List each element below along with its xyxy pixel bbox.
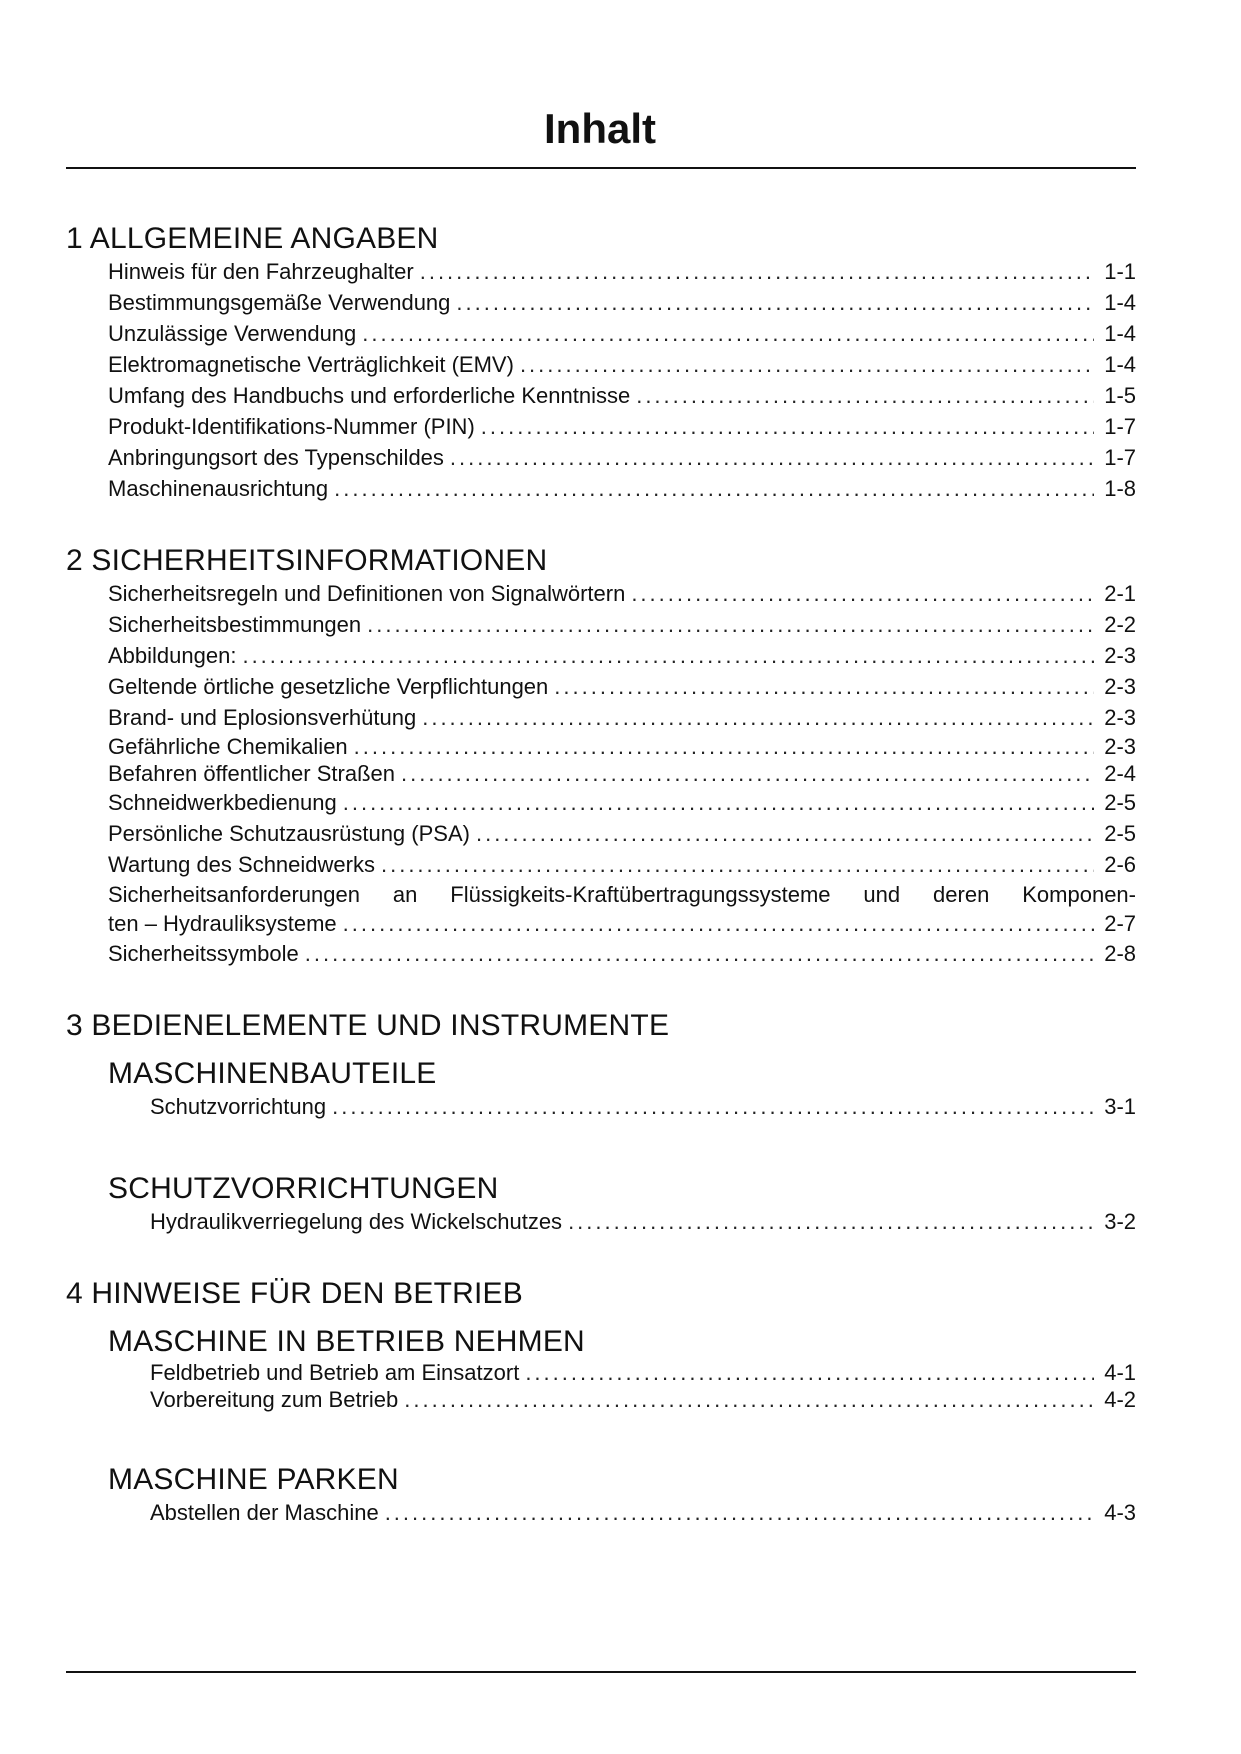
header-rule: [66, 167, 1136, 169]
entry-page: 1-7: [1104, 445, 1136, 470]
toc-entry[interactable]: [108, 318, 1136, 349]
toc-section-2: [66, 544, 1136, 969]
toc-entry[interactable]: [108, 349, 1136, 380]
dot-leader: [362, 318, 1094, 349]
entry-label: Abstellen der Maschine: [150, 1500, 379, 1525]
entry-page: 4-2: [1104, 1387, 1136, 1412]
entry-label: Maschinenausrichtung: [108, 476, 329, 501]
dot-leader: [420, 256, 1094, 287]
toc-section-4: [66, 1277, 1136, 1528]
toc-subsection: [66, 1172, 1136, 1237]
entry-label: Gefährliche Chemikalien: [108, 734, 348, 759]
entry-page: 2-3: [1104, 705, 1136, 730]
dot-leader: [456, 287, 1094, 318]
entry-page: 1-1: [1104, 259, 1136, 284]
dot-leader: [554, 671, 1094, 702]
dot-leader: [568, 1206, 1094, 1237]
entry-page: 2-3: [1104, 734, 1136, 759]
entry-label: Feldbetrieb und Betrieb am Einsatzort: [150, 1360, 520, 1385]
entry-label-line-1: Sicherheitsanforderungen an Flüssigkeits-Kraftübertragungssysteme und deren Komponen-: [108, 882, 1136, 907]
toc-entry[interactable]: [108, 609, 1136, 640]
toc-entry[interactable]: [150, 1359, 1136, 1386]
entry-label: Elektromagnetische Verträglichkeit (EMV): [108, 352, 514, 377]
toc-entry[interactable]: [108, 880, 1136, 938]
dot-leader: [381, 849, 1094, 880]
toc-entry[interactable]: [150, 1206, 1136, 1237]
dot-leader: [636, 380, 1094, 411]
toc-entry[interactable]: [150, 1091, 1136, 1122]
section-title: 3 BEDIENELEMENTE UND INSTRUMENTE: [66, 1009, 670, 1042]
toc-entry[interactable]: [108, 787, 1136, 818]
dot-leader: [343, 787, 1094, 818]
entry-page: 2-4: [1104, 761, 1136, 786]
entry-label: Anbringungsort des Typenschildes: [108, 445, 444, 470]
entry-label: Unzulässige Verwendung: [108, 321, 357, 346]
toc-entry[interactable]: [108, 473, 1136, 504]
page-title: Inhalt: [544, 105, 656, 152]
dot-leader: [332, 1091, 1094, 1122]
dot-leader: [450, 442, 1094, 473]
dot-leader: [367, 609, 1094, 640]
section-title: 1 ALLGEMEINE ANGABEN: [66, 222, 439, 255]
section-title: 4 HINWEISE FÜR DEN BETRIEB: [66, 1277, 523, 1310]
dot-leader: [476, 818, 1094, 849]
entry-page: 1-5: [1104, 383, 1136, 408]
toc-subsection: [66, 1463, 1136, 1528]
entry-label: Befahren öffentlicher Straßen: [108, 761, 395, 786]
toc-entry[interactable]: [108, 702, 1136, 733]
entry-page: 3-2: [1104, 1209, 1136, 1234]
dot-leader: [422, 702, 1094, 733]
dot-leader: [525, 1359, 1094, 1386]
entry-page: 2-1: [1104, 581, 1136, 606]
toc-entry[interactable]: [108, 442, 1136, 473]
entry-page: 1-8: [1104, 476, 1136, 501]
toc-entry[interactable]: [108, 733, 1136, 760]
entry-label: Sicherheitsregeln und Definitionen von Signalwörtern: [108, 581, 626, 606]
entry-label: Wartung des Schneidwerks: [108, 852, 375, 877]
entry-label: Schneidwerkbedienung: [108, 790, 337, 815]
entry-label: Bestimmungsgemäße Verwendung: [108, 290, 451, 315]
entry-page: 2-3: [1104, 674, 1136, 699]
entry-label: Geltende örtliche gesetzliche Verpflichtungen: [108, 674, 549, 699]
dot-leader: [401, 760, 1094, 787]
table-of-contents: [66, 222, 1136, 1568]
entry-page: 1-7: [1104, 414, 1136, 439]
entry-page: 2-5: [1104, 821, 1136, 846]
entry-page: 1-4: [1104, 290, 1136, 315]
entry-label-line-2: ten – Hydrauliksysteme: [108, 911, 337, 936]
dot-leader: [404, 1386, 1094, 1413]
toc-entry[interactable]: [108, 256, 1136, 287]
entry-page: 1-4: [1104, 352, 1136, 377]
toc-entry[interactable]: [108, 411, 1136, 442]
toc-section-3: [66, 1009, 1136, 1237]
subsection-title: SCHUTZVORRICHTUNGEN: [108, 1172, 499, 1205]
toc-entry[interactable]: [108, 287, 1136, 318]
dot-leader: [631, 578, 1094, 609]
subsection-title: MASCHINENBAUTEILE: [108, 1057, 437, 1090]
toc-entry[interactable]: [150, 1497, 1136, 1528]
entry-label: Hydraulikverriegelung des Wickelschutzes: [150, 1209, 563, 1234]
dot-leader: [385, 1497, 1094, 1528]
entry-page: 2-8: [1104, 941, 1136, 966]
entry-label: Umfang des Handbuchs und erforderliche Kenntnisse: [108, 383, 631, 408]
toc-entry[interactable]: [108, 671, 1136, 702]
entry-page: 2-6: [1104, 852, 1136, 877]
footer-rule: [66, 1671, 1136, 1673]
section-title: 2 SICHERHEITSINFORMATIONEN: [66, 544, 548, 577]
entry-label: Abbildungen:: [108, 643, 237, 668]
entry-page: 2-2: [1104, 612, 1136, 637]
entry-label: Schutzvorrichtung: [150, 1094, 327, 1119]
entry-page: 1-4: [1104, 321, 1136, 346]
entry-page: 2-5: [1104, 790, 1136, 815]
subsection-title: MASCHINE PARKEN: [108, 1463, 399, 1496]
entry-label: Hinweis für den Fahrzeughalter: [108, 259, 414, 284]
dot-leader: [343, 909, 1094, 938]
toc-entry[interactable]: [108, 849, 1136, 880]
dot-leader: [520, 349, 1094, 380]
toc-section-1: [66, 222, 1136, 504]
subsection-title: MASCHINE IN BETRIEB NEHMEN: [108, 1325, 585, 1358]
toc-entry[interactable]: [108, 380, 1136, 411]
entry-label: Persönliche Schutzausrüstung (PSA): [108, 821, 470, 846]
dot-leader: [305, 938, 1094, 969]
toc-entry[interactable]: [108, 938, 1136, 969]
entry-page: 2-7: [1104, 911, 1136, 936]
entry-label: Vorbereitung zum Betrieb: [150, 1387, 399, 1412]
toc-subsection: [66, 1325, 1136, 1413]
dot-leader: [354, 733, 1094, 760]
toc-entry[interactable]: [108, 578, 1136, 609]
entry-label: Produkt-Identifikations-Nummer (PIN): [108, 414, 475, 439]
entry-label: Sicherheitssymbole: [108, 941, 299, 966]
dot-leader: [481, 411, 1094, 442]
entry-page: 4-1: [1104, 1360, 1136, 1385]
toc-entry[interactable]: [150, 1386, 1136, 1413]
entry-label: Sicherheitsbestimmungen: [108, 612, 362, 637]
dot-leader: [334, 473, 1094, 504]
entry-page: 2-3: [1104, 643, 1136, 668]
entry-label: Brand- und Eplosionsverhütung: [108, 705, 417, 730]
entry-page: 3-1: [1104, 1094, 1136, 1119]
entry-page: 4-3: [1104, 1500, 1136, 1525]
dot-leader: [242, 640, 1094, 671]
toc-entry[interactable]: [108, 760, 1136, 787]
toc-entry[interactable]: [108, 640, 1136, 671]
toc-entry[interactable]: [108, 818, 1136, 849]
toc-subsection: [66, 1057, 1136, 1122]
